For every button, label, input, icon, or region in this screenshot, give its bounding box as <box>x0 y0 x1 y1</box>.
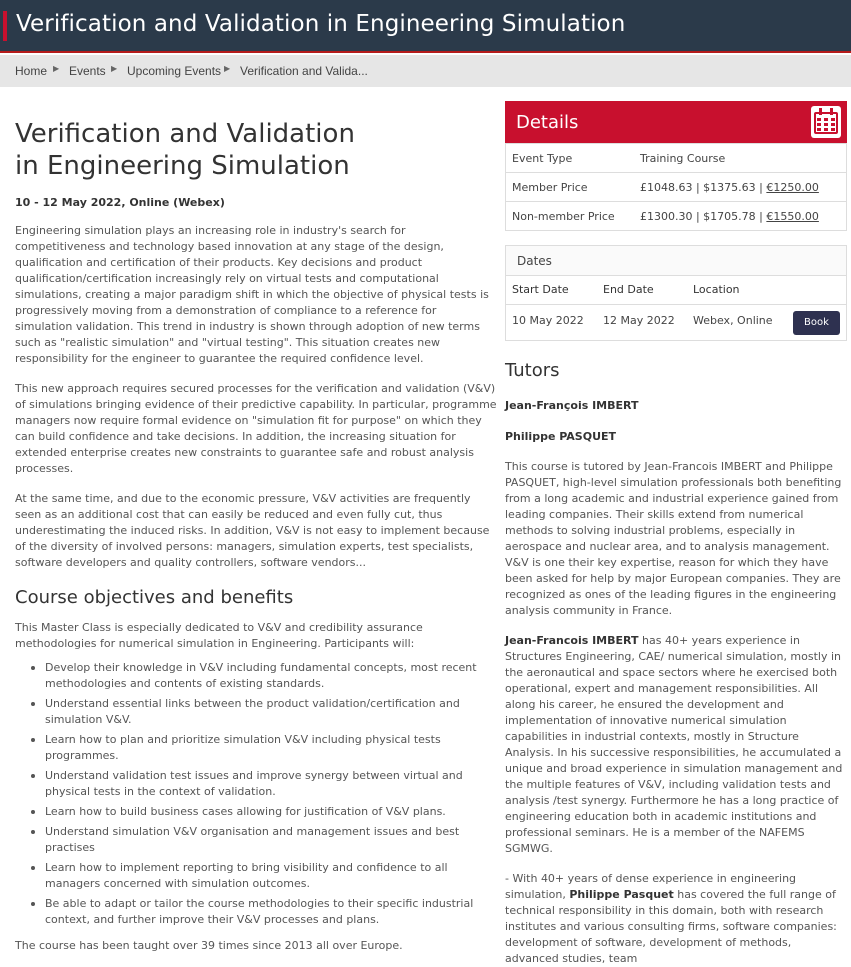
page-title <box>15 118 497 182</box>
price-link[interactable]: €1250.00 <box>766 181 819 194</box>
details-label: Non-member Price <box>512 210 615 223</box>
details-header <box>505 101 847 143</box>
main-content <box>15 118 497 954</box>
list-item-text: Understand essential links between the product validation/certification and simulation V&V. <box>45 697 460 726</box>
event-date: 10 - 12 May 2022, Online (Webex) <box>15 196 225 209</box>
list-item-text: Learn how to plan and prioritize simulation V&V including physical tests programmes. <box>45 733 441 762</box>
table-row <box>506 172 846 201</box>
list-item <box>15 804 497 820</box>
intro-paragraph: This new approach requires secured processes for the verification and validation (V&V) of simulations bringing evidence of their predictive capability. In particular, programme managers now require formal evidence on "simulation fit for purpose" on which they can build confidence and take decisions. In addition, the increasing situation for extended enterprise creates new constraints to guarantee safe and robust analysis processes. <box>15 382 497 475</box>
tutor-bio-name: Jean-Francois IMBERT <box>505 634 639 647</box>
list-item-text: Be able to adapt or tailor the course methodologies to their specific industrial context, and further improve their V&V processes and plans. <box>45 897 474 926</box>
list-item <box>15 660 497 692</box>
list-item <box>15 768 497 800</box>
list-item <box>15 896 497 928</box>
tutor-bio-text: has covered the full range of technical responsibility in this domain, both with research institutes and various consulting firms, software companies: development of software, development of methods, advanced studies, team <box>505 888 837 965</box>
bullet-icon <box>31 666 35 670</box>
list-item-text: Understand validation test issues and improve synergy between virtual and physical tests in the context of validation. <box>45 769 463 798</box>
page-title-line: Verification and Validation <box>15 119 355 149</box>
details-label: Member Price <box>512 181 588 194</box>
price-text: £1300.30 | $1705.78 | <box>640 210 767 223</box>
details-value: Training Course <box>640 152 726 165</box>
breadcrumb-separator-icon: ▶ <box>224 64 231 73</box>
price-link[interactable]: €1550.00 <box>766 210 819 223</box>
details-table <box>505 143 847 231</box>
tutor-bio-prefix: - With 40+ years of dense experience in engineering simulation, <box>505 872 797 901</box>
price-text: £1048.63 | $1375.63 | <box>640 181 767 194</box>
table-row <box>506 201 846 230</box>
breadcrumb-events[interactable]: Events <box>69 64 106 78</box>
breadcrumb-separator-icon: ▶ <box>111 64 118 73</box>
table-row <box>506 143 846 172</box>
list-item-text: Learn how to implement reporting to bring visibility and confidence to all managers concerned with simulation outcomes. <box>45 861 448 890</box>
header-title: Verification and Validation in Engineering Simulation <box>16 11 626 37</box>
tutors-intro: This course is tutored by Jean-Francois IMBERT and Philippe PASQUET, high-level simulation professionals both benefiting from a long academic and industrial experience gained from leading companies. Their skills extend from numerical methods to solving industrial problems, especially in aerospace and nuclear area, and to analysis management. V&V is one their key expertise, reason for which they have been asked for help by major European companies. They are recognized as ones of the leading figures in the engineering analysis community in France. <box>505 460 842 617</box>
details-label: Event Type <box>512 152 573 165</box>
list-item-text: Learn how to build business cases allowing for justification of V&V plans. <box>45 805 446 818</box>
column-header: Start Date <box>512 283 569 296</box>
dates-header-row <box>506 276 846 304</box>
closing-paragraph: The course has been taught over 39 times since 2013 all over Europe. <box>15 939 403 952</box>
tutor-bio <box>505 633 847 857</box>
intro-paragraph: Engineering simulation plays an increasing role in industry's search for competitiveness and technology based innovation at any stage of the design, qualification and certification of their products. Key decisions and product qualification/certification increasingly rely on virtual tests and computational simulations, creating a major paradigm shift in which the objective of physical tests is progressively moving from a demonstration of compliance to a reference for simulation validation. This trend in industry is shown through adoption of new terms such as "realistic simulation" and "virtual testing". This situation creates new responsibility for the engineer to guarantee the required confidence level. <box>15 224 489 365</box>
calendar-icon <box>811 106 841 138</box>
breadcrumb <box>0 55 851 87</box>
header-accent <box>3 11 7 41</box>
details-value <box>640 210 819 223</box>
tutor-bio-text: has 40+ years experience in Structures Engineering, CAE/ numerical simulation, mostly in the aeronautical and space sectors where he exercised both operational, expert and management responsibilities. All along his career, he ensured the development and implementation of innovative numerical simulation capabilities in industrial contexts, mostly in Structure Analysis. In his successive responsibilities, he accumulated a unique and broad experience in simulation management and the multiple features of V&V, including validation tests and analysis /test synergy. Furthermore he has a long practice of engineering education both in academic institutions and professional seminars. He is a member of the NAFEMS SGMWG. <box>505 634 843 855</box>
bullet-icon <box>31 702 35 706</box>
sidebar <box>505 101 847 967</box>
page-title-line: in Engineering Simulation <box>15 151 350 181</box>
start-date: 10 May 2022 <box>512 314 584 327</box>
page-header <box>0 0 851 53</box>
dates-table <box>505 245 847 341</box>
column-header: End Date <box>603 283 654 296</box>
list-item <box>15 824 497 856</box>
objectives-list <box>15 660 497 928</box>
table-row <box>506 304 846 340</box>
location: Webex, Online <box>693 314 773 327</box>
tutor-name: Jean-François IMBERT <box>505 399 639 412</box>
book-button[interactable]: Book <box>793 311 840 335</box>
list-item-text: Develop their knowledge in V&V including fundamental concepts, most recent methodologies and contents of existing standards. <box>45 661 477 690</box>
bullet-icon <box>31 738 35 742</box>
tutor-name: Philippe PASQUET <box>505 430 617 443</box>
column-header: Location <box>693 283 740 296</box>
bullet-icon <box>31 902 35 906</box>
breadcrumb-separator-icon: ▶ <box>53 64 60 73</box>
list-item <box>15 860 497 892</box>
bullet-icon <box>31 830 35 834</box>
breadcrumb-home[interactable]: Home <box>15 64 48 78</box>
bullet-icon <box>31 774 35 778</box>
breadcrumb-upcoming-events[interactable]: Upcoming Events <box>127 64 222 78</box>
breadcrumb-current: Verification and Valida... <box>240 64 368 78</box>
details-heading: Details <box>516 112 579 133</box>
tutor-bio <box>505 871 847 967</box>
list-item-text: Understand simulation V&V organisation and management issues and best practises <box>45 825 460 854</box>
bullet-icon <box>31 866 35 870</box>
end-date: 12 May 2022 <box>603 314 675 327</box>
dates-heading: Dates <box>506 246 846 276</box>
tutors-heading: Tutors <box>505 360 560 381</box>
bullet-icon <box>31 810 35 814</box>
objectives-intro: This Master Class is especially dedicated to V&V and credibility assurance methodologies for numerical simulation in Engineering. Participants will: <box>15 621 423 650</box>
intro-paragraph: At the same time, and due to the economic pressure, V&V activities are frequently seen as an additional cost that can easily be reduced and even fully cut, thus underestimating the induced risks. In addition, V&V is not easy to implement because of the diversity of involved persons: managers, simulation experts, test specialists, software developers and quality controllers, software vendors... <box>15 492 490 569</box>
details-value <box>640 181 819 194</box>
list-item <box>15 696 497 728</box>
tutor-bio-name: Philippe Pasquet <box>569 888 674 901</box>
list-item <box>15 732 497 764</box>
objectives-heading: Course objectives and benefits <box>15 587 294 608</box>
